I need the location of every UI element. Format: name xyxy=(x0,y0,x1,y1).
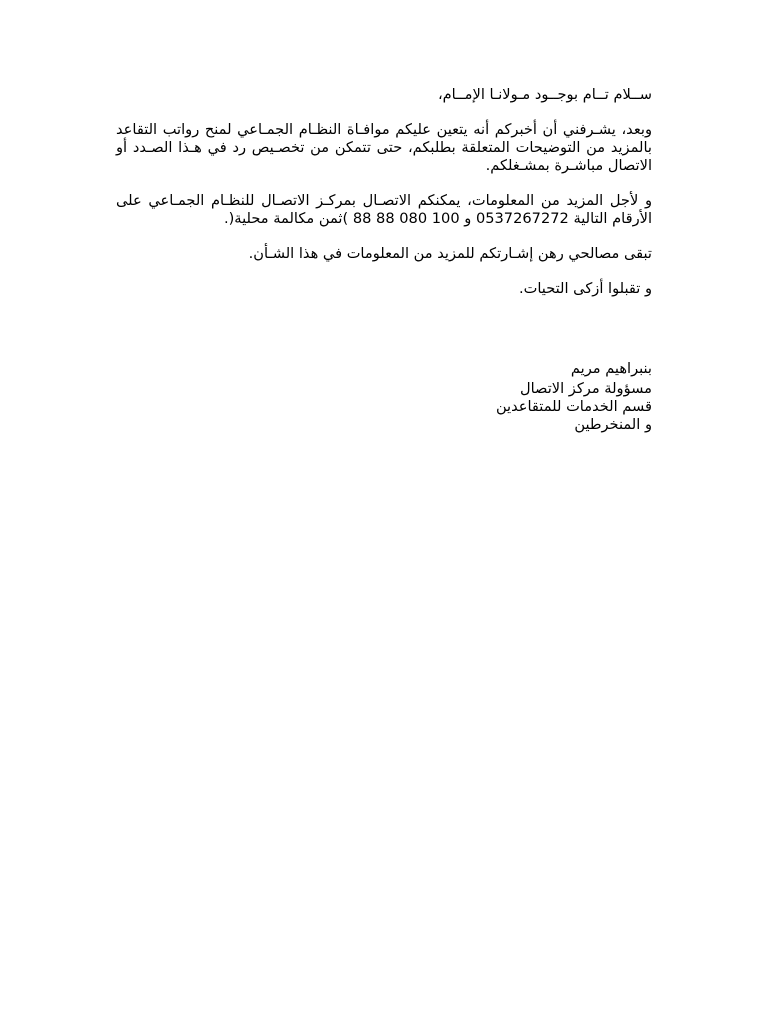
greeting-line: ســلام تــام بوجــود مـولانـا الإمــام، xyxy=(437,86,652,103)
letter-body xyxy=(116,86,652,434)
signature-block xyxy=(116,360,652,434)
signatory-department: قسم الخدمات للمتقاعدين xyxy=(495,398,652,415)
paragraph-further-info: تبقى مصالحي رهن إشـارتكم للمزيد من المعلومات في هذا الشـأن. xyxy=(248,245,652,262)
signatory-department-continued: و المنخرطين xyxy=(574,416,652,433)
paragraph-contact-center-numbers: و لأجل المزيد من المعلومات، يمكنكم الاتصـال بمركـز الاتصـال للنظـام الجمـاعي على الأرقام التالية 0537267272 و 100 080 88 88 )ثمن مكالمة محلية(. xyxy=(116,192,652,227)
signatory-title: مسؤولة مركز الاتصال xyxy=(520,380,652,397)
paragraph-request-clarifications: وبعد، يشـرفني أن أخبركم أنه يتعين عليكم موافـاة النظـام الجمـاعي لمنح رواتب التقاعد بالمزيد من التوضيحات المتعلقة بطلبكم، حتى تتمكن من تخصـيص رد في هـذا الصـدد أو الاتصال مباشـرة بمشـغلكم. xyxy=(116,121,652,174)
closing-line: و تقبلوا أزكى التحيات. xyxy=(518,280,652,297)
signatory-name: بنبراهيم مريم xyxy=(570,360,652,377)
